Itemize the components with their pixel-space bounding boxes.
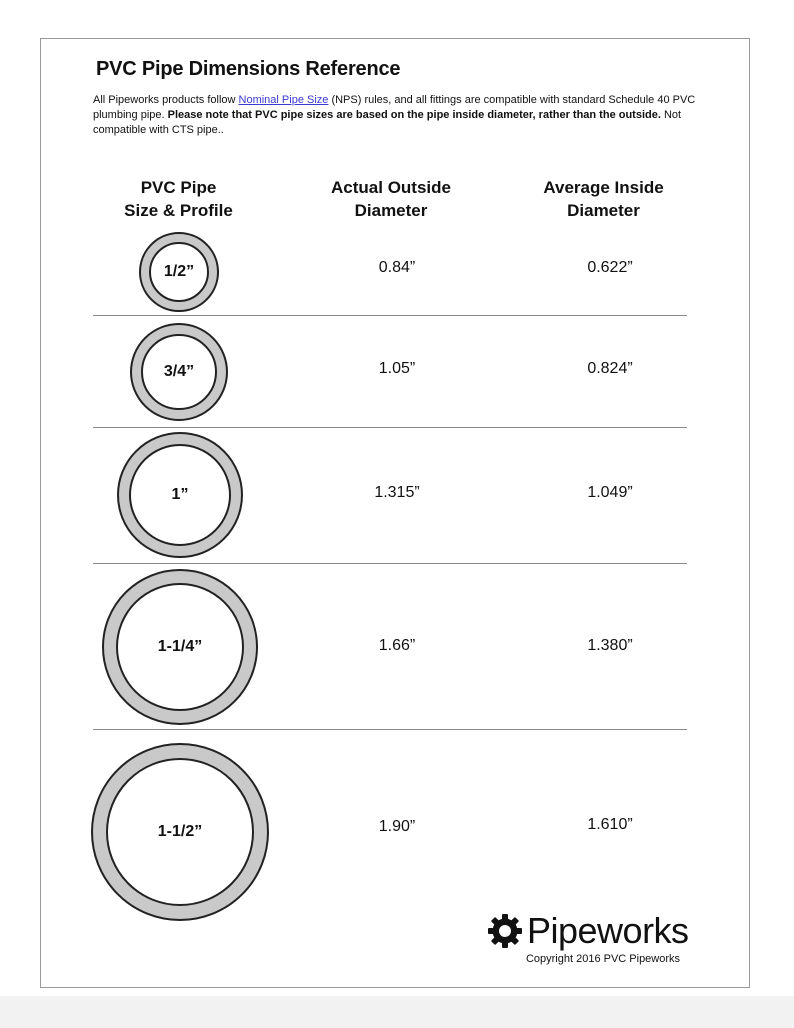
inside-diameter-value: 0.622” [587, 259, 633, 276]
brand-name: Pipeworks [527, 910, 689, 951]
page-shadow [0, 996, 794, 1028]
intro-bold-note: Please note that PVC pipe sizes are based on the pipe inside diameter, rather than the outside. [167, 109, 661, 121]
intro-paragraph [93, 93, 703, 138]
row-divider [93, 729, 687, 730]
pipe-size-label: 1-1/4” [157, 638, 203, 655]
pipe-bore [116, 583, 244, 711]
pipe-bore [129, 444, 231, 546]
nominal-pipe-size-link[interactable]: Nominal Pipe Size [238, 94, 329, 106]
outside-diameter-value: 1.66” [378, 637, 416, 654]
intro-text-2: (NPS) rules, and all fittings are compatible with standard Schedule 40 PVC plumbing pipe. [93, 94, 696, 121]
outside-diameter-value: 1.05” [378, 360, 416, 377]
row-divider [93, 427, 687, 428]
pipe-size-label: 1-1/2” [157, 823, 203, 840]
column-header-inside-line1: Average Inside [543, 178, 664, 197]
inside-diameter-value: 1.049” [587, 484, 633, 501]
pipe-profile-half-inch [139, 232, 219, 312]
pipe-profile-one-inch [117, 432, 243, 558]
intro-text-1: All Pipeworks products follow [93, 94, 239, 106]
copyright-notice: Copyright 2016 PVC Pipeworks [525, 953, 681, 965]
pipe-profile-one-and-quarter-inch [102, 569, 258, 725]
outside-diameter-value: 1.90” [378, 818, 416, 835]
pipe-bore [149, 242, 209, 302]
column-header-size-line1: PVC Pipe [140, 178, 217, 197]
page-title: PVC Pipe Dimensions Reference [96, 58, 401, 80]
pipe-bore [106, 758, 254, 906]
pipe-size-label: 1/2” [163, 263, 195, 280]
outside-diameter-value: 1.315” [374, 484, 420, 501]
pipe-bore [141, 334, 217, 410]
row-divider [93, 563, 687, 564]
pipe-profile-one-and-half-inch [91, 743, 269, 921]
column-header-size-line2: Size & Profile [124, 201, 233, 220]
column-header-outside-line2: Diameter [354, 201, 428, 220]
row-divider [93, 315, 687, 316]
outside-diameter-value: 0.84” [378, 259, 416, 276]
pipe-profile-three-quarter-inch [130, 323, 228, 421]
column-header-size [91, 176, 266, 222]
pipeworks-logo [487, 907, 689, 955]
inside-diameter-value: 0.824” [587, 360, 633, 377]
pipe-size-label: 1” [171, 486, 189, 503]
column-header-outside [306, 176, 476, 222]
inside-diameter-value: 1.380” [587, 637, 633, 654]
gear-icon [487, 913, 523, 949]
inside-diameter-value: 1.610” [587, 816, 633, 833]
column-header-inside [511, 176, 696, 222]
reference-sheet [40, 38, 750, 988]
column-header-inside-line2: Diameter [567, 201, 640, 220]
pipe-size-label: 3/4” [163, 363, 195, 380]
intro-text-3: Not compatible with CTS pipe.. [93, 109, 682, 136]
column-header-outside-line1: Actual Outside [331, 178, 451, 197]
